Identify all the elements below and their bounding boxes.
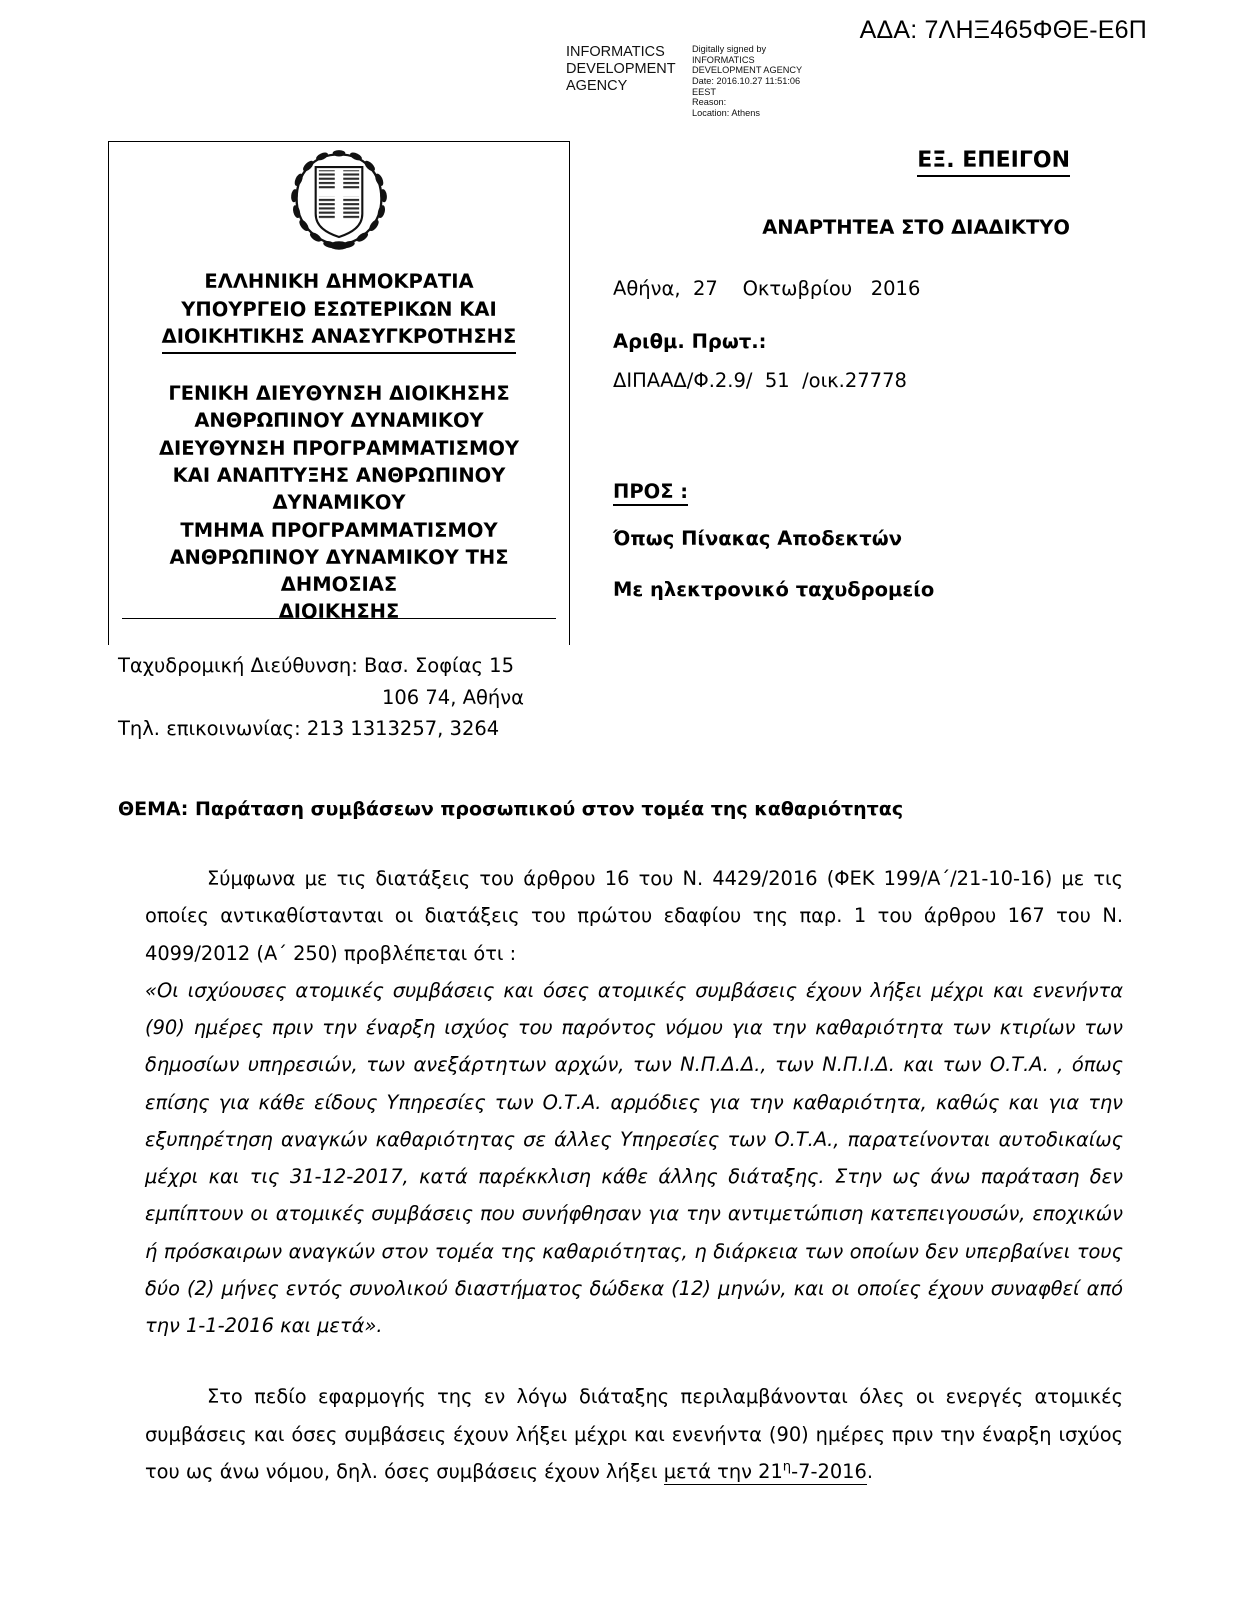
ada-code: ΑΔΑ: 7ΛΗΞ465ΦΘΕ-Ε6Π	[859, 16, 1147, 44]
department-line5: ΤΜΗΜΑ ΠΡΟΓΡΑΜΜΑΤΙΣΜΟΥ	[180, 518, 498, 542]
document-date: Αθήνα, 27 Οκτωβρίου 2016	[613, 277, 921, 300]
protocol-number-label: Αριθμ. Πρωτ.:	[613, 330, 767, 353]
underlined-date-suffix: -7-2016	[791, 1459, 867, 1483]
underlined-date-superscript: η	[782, 1459, 792, 1475]
emblem-container	[109, 142, 569, 254]
document-body	[145, 860, 1123, 1490]
recipients-label-wrap	[613, 480, 1083, 503]
digital-signature-stamp	[566, 44, 822, 119]
hellenic-republic-coat-of-arms-icon	[286, 148, 392, 254]
ministry-title	[109, 268, 569, 354]
department-line2: ΑΝΘΡΩΠΙΝΟΥ ΔΥΝΑΜΙΚΟΥ	[194, 409, 484, 433]
recipients-list-reference: Όπως Πίνακας Αποδεκτών	[613, 527, 902, 550]
recipients-block	[613, 480, 1083, 601]
ministry-title-line1: ΕΛΛΗΝΙΚΗ ΔΗΜΟΚΡΑΤΙΑ	[204, 270, 474, 293]
recipients-delivery-method: Με ηλεκτρονικό ταχυδρομείο	[613, 578, 935, 601]
department-line7: ΔΙΟΙΚΗΣΗΣ	[278, 600, 400, 624]
body-quoted-law-text: «Οι ισχύουσες ατομικές συμβάσεις και όσες ατομικές συμβάσεις έχουν λήξει μέχρι και ενενήντα (90) ημέρες πριν την έναρξη ισχύος του παρόντος νόμου για την καθαριότητα των κτιρίων των δημοσίων υπηρεσιών, των ανεξάρτητων αρχών, των Ν.Π.Δ.Δ., των Ν.Π.Ι.Δ. και των Ο.Τ.Α. , όπως επίσης για κάθε είδους Υπηρεσίες των Ο.Τ.Α. αρμόδιες για την καθαριότητα, καθώς και για την εξυπηρέτηση αναγκών καθαριότητας σε άλλες Υπηρεσίες των Ο.Τ.Α., παρατείνονται αυτοδικαίως μέχρι και τις 31-12-2017, κατά παρέκκλιση κάθε άλλης διάταξης. Στην ως άνω παράταση δεν εμπίπτουν οι ατομικές συμβάσεις που συνήφθησαν για την αντιμετώπιση κατεπειγουσών, εποχικών ή πρόσκαιρων αναγκών στον τομέα της καθαριότητας, η διάρκεια των οποίων δεν υπερβαίνει τους δύο (2) μήνες εντός συνολικού διαστήματος δώδεκα (12) μηνών, και οι οποίες έχουν συναφθεί από την 1-1-2016 και μετά».	[145, 978, 1123, 1337]
underlined-date-prefix: μετά την 21	[663, 1459, 783, 1483]
signature-date: Date: 2016.10.27 11:51:06	[692, 76, 801, 87]
department-line1: ΓΕΝΙΚΗ ΔΙΕΥΘΥΝΣΗ ΔΙΟΙΚΗΣΗΣ	[168, 382, 510, 406]
signature-signed-by-line3: DEVELOPMENT AGENCY	[692, 65, 803, 76]
postal-address-block	[118, 650, 566, 745]
recipients-label: ΠΡΟΣ :	[613, 480, 688, 506]
signature-signed-by-line1: Digitally signed by	[692, 44, 767, 54]
department-line3: ΔΙΕΥΘΥΝΣΗ ΠΡΟΓΡΑΜΜΑΤΙΣΜΟΥ	[158, 436, 520, 460]
signature-details	[692, 44, 822, 119]
ministry-title-line3: ΔΙΟΙΚΗΤΙΚΗΣ ΑΝΑΣΥΓΚΡΟΤΗΣΗΣ	[162, 323, 517, 354]
ministry-title-line2: ΥΠΟΥΡΓΕΙΟ ΕΣΩΤΕΡΙΚΩΝ ΚΑΙ	[181, 297, 497, 321]
address-street: Ταχυδρομική Διεύθυνση: Βασ. Σοφίας 15	[118, 654, 514, 677]
body-paragraph-2-text: Στο πεδίο εφαρμογής της εν λόγω διάταξης περιλαμβάνονται όλες οι ενεργές ατομικές συμβάσεις και όσες συμβάσεις έχουν λήξει μέχρι και ενενήντα (90) ημέρες πριν την έναρξη ισχύος του ως άνω νόμου, δηλ. όσες συμβάσεις έχουν λήξει	[145, 1385, 1123, 1483]
body-paragraph-2	[145, 1378, 1123, 1490]
letterhead-divider	[122, 618, 556, 619]
signature-reason: Reason:	[692, 97, 727, 108]
protocol-number-value: ΔΙΠΑΑΔ/Φ.2.9/ 51 /οικ.27778	[613, 369, 907, 392]
publish-online-marking: ΑΝΑΡΤΗΤΕΑ ΣΤΟ ΔΙΑΔΙΚΤΥΟ	[762, 216, 1070, 239]
ministry-title-line3-wrap	[109, 323, 569, 354]
subject-line: ΘΕΜΑ: Παράταση συμβάσεων προσωπικού στον τομέα της καθαριότητας	[118, 798, 904, 820]
signature-location: Location: Athens	[692, 108, 760, 119]
body-paragraph-2-underlined-date	[664, 1460, 867, 1485]
urgent-marking-text: ΕΞ. ΕΠΕΙΓΟΝ	[917, 148, 1070, 177]
urgent-marking	[610, 148, 1070, 173]
department-line6: ΑΝΘΡΩΠΙΝΟΥ ΔΥΝΑΜΙΚΟΥ ΤΗΣ ΔΗΜΟΣΙΑΣ	[169, 545, 509, 597]
body-paragraph-2-period: .	[866, 1459, 874, 1483]
department-line4: ΚΑΙ ΑΝΑΠΤΥΞΗΣ ΑΝΘΡΩΠΙΝΟΥ ΔΥΝΑΜΙΚΟΥ	[172, 463, 506, 515]
address-postcode-city: 106 74, Αθήνα	[381, 685, 524, 709]
document-meta-block	[613, 277, 1083, 392]
signature-signed-by-line2: INFORMATICS	[692, 54, 755, 65]
body-paragraph-1: Σύμφωνα με τις διατάξεις του άρθρου 16 του Ν. 4429/2016 (ΦΕΚ 199/Α΄/21-10-16) με τις οποίες αντικαθίστανται οι διατάξεις του πρώτου εδαφίου της παρ. 1 του άρθρου 167 του Ν. 4099/2012 (Α΄ 250) προβλέπεται ότι :	[145, 867, 1123, 965]
address-phone: Τηλ. επικοινωνίας: 213 1313257, 3264	[118, 717, 500, 741]
letterhead-box	[108, 141, 570, 645]
department-block	[109, 380, 569, 626]
signature-timezone: EEST	[692, 86, 716, 97]
signature-agency-name: INFORMATICS DEVELOPMENT AGENCY	[566, 44, 676, 95]
